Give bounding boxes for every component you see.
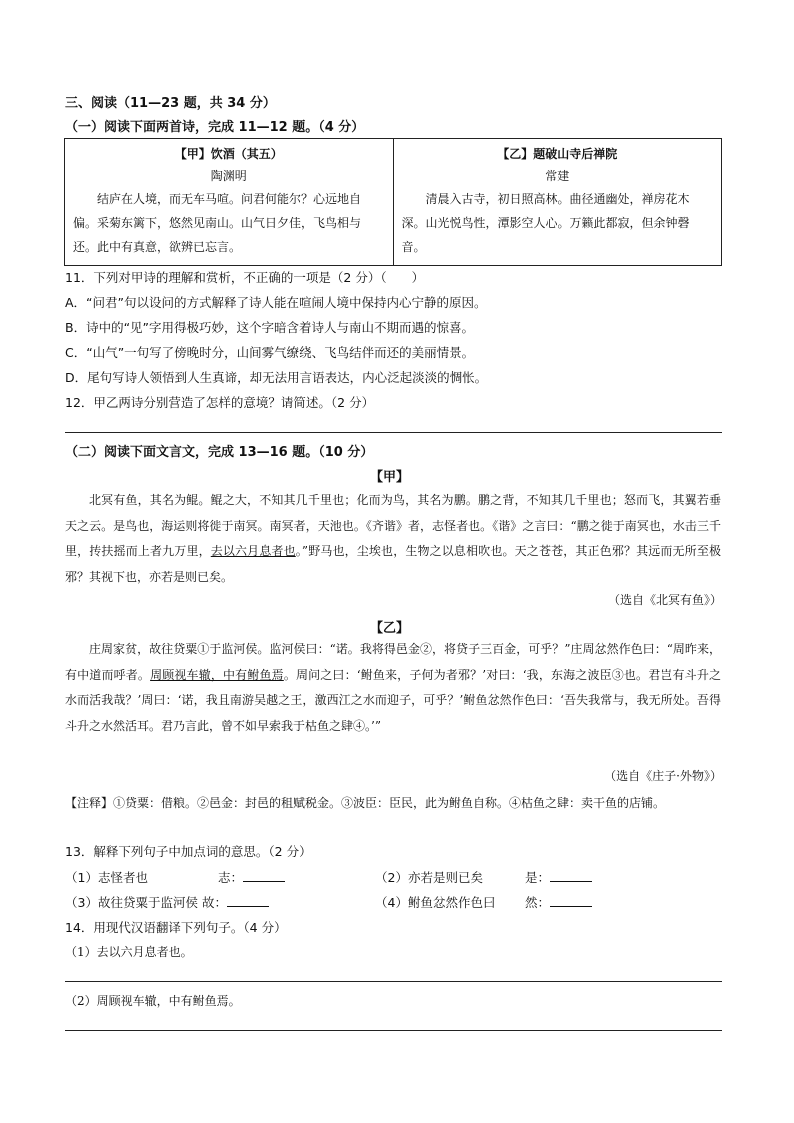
q13-item-4 [375, 893, 495, 911]
text-b-underlined: 周顾视车辙，中有鲋鱼焉 [150, 667, 284, 682]
text-b-source: （选自《庄子·外物》） [604, 769, 722, 783]
text-a-paragraph [65, 488, 721, 590]
q13-item-2-text: （2）亦若是则已矣 [375, 870, 483, 885]
q13-item-2-blank[interactable] [550, 869, 592, 882]
q13-item-1-text: （1）志怪者也 [65, 870, 148, 885]
poem-a-body: 结庐在人境，而无车马喧。问君何能尔？心远地自偏。采菊东篱下，悠然见南山。山气日夕佳，飞鸟相与还。此中有真意，欲辨已忘言。 [73, 192, 362, 254]
q11-option-c: C．“山气”一句写了傍晚时分，山间雾气缭绕、飞鸟结伴而还的美丽情景。 [65, 345, 475, 360]
q13-item-3-text: （3）故往贷粟于监河侯 [65, 895, 198, 910]
q13-item-3-word: 故： [201, 895, 227, 910]
q13-item-2-answer [525, 868, 592, 886]
poem-b-title: 【乙】题破山寺后禅院 [497, 147, 618, 161]
poem-a-cell [65, 139, 394, 266]
text-b-p-end: 。周问之曰：‘鲋鱼来，子何为者邪？’对曰：‘我，东海之波臣③也。君岂有斗升之水而活我哉？’周曰：‘诺，我且南游吴越之王，激西江之水而迎子，可乎？’鲋鱼忿然作色曰：‘吾失我常与，我无所处。吾得斗升之水然活耳。君乃言此，曾不如早索我于枯鱼之肆④。’” [65, 667, 721, 733]
q14-answer-line-1[interactable] [65, 981, 722, 982]
q13-item-1-word: 志： [218, 870, 244, 885]
q13-item-4-word: 然： [525, 895, 551, 910]
q13-item-1-blank[interactable] [243, 869, 285, 882]
poem-a-title: 【甲】饮酒（其五） [174, 147, 283, 161]
text-b-paragraph [65, 637, 721, 739]
poem-a-author: 陶渊明 [210, 169, 247, 183]
text-b-p-start: 庄周家贫，故往贷粟①于监河侯。监河侯曰：“诺。我将得邑金②，将贷子三百金，可乎？”庄周忿然作色曰：“周昨来，有中道而呼者。 [65, 642, 721, 682]
section-title: 三、阅读（11—23 题，共 34 分） [65, 96, 276, 111]
text-a-p1: 北冥有鱼，其名为鲲。鲲之大，不知其几千里也；化而为鸟，其名为鹏。鹏之背，不知其几千里也；怒而飞，其翼若垂天之云。是鸟也，海运则将徙于南冥。南冥者，天池也。《齐谐》者，志怪者也。《谐》之言曰：“鹏之徙于南冥也，水击三千里，抟扶摇而上者九万里， [65, 493, 721, 558]
poem-b-cell [393, 139, 722, 266]
part1-heading: （一）阅读下面两首诗，完成 11—12 题。（4 分） [65, 120, 365, 135]
q11-option-d: D．尾句写诗人领悟到人生真谛，却无法用言语表达，内心泛起淡淡的惆怅。 [65, 370, 488, 385]
part2-heading: （二）阅读下面文言文，完成 13—16 题。（10 分） [65, 445, 374, 460]
text-b-notes: 【注释】①贷粟：借粮。②邑金：封邑的租赋税金。③波臣：臣民，此为鲋鱼自称。④枯鱼之肆：卖干鱼的店铺。 [65, 796, 666, 810]
poems-table [64, 138, 722, 266]
text-a-source: （选自《北冥有鱼》） [607, 593, 722, 607]
q11-stem: 11．下列对甲诗的理解和赏析，不正确的一项是（2 分）（ ） [65, 270, 425, 285]
text-b-label: 【乙】 [370, 621, 410, 636]
q13-item-1-answer [218, 868, 285, 886]
text-a-p1-end: 。”野马也，尘埃也，生物之以息相吹也。天之苍苍，其正色邪？其远而无所至极邪？其视下也，亦若是则已矣。 [65, 544, 721, 584]
q11-option-a: A．“问君”句以设问的方式解释了诗人能在喧闹人境中保持内心宁静的原因。 [65, 295, 487, 310]
text-a-underlined: 去以六月息者也 [210, 544, 296, 558]
q12-stem: 12．甲乙两诗分别营造了怎样的意境？请简述。（2 分） [65, 395, 375, 410]
q13-item-4-text: （4）鲋鱼忿然作色曰 [375, 895, 496, 910]
q14-answer-line-2[interactable] [65, 1030, 722, 1031]
q13-item-2 [375, 868, 483, 886]
q13-item-4-answer [525, 893, 592, 911]
poem-b-author: 常建 [545, 169, 570, 183]
text-a-label: 【甲】 [370, 470, 410, 485]
q12-answer-line[interactable] [65, 432, 722, 433]
q13-item-4-blank[interactable] [550, 894, 592, 907]
poem-b-body: 清晨入古寺，初日照高林。曲径通幽处，禅房花木深。山光悦鸟性，潭影空人心。万籁此都寂，但余钟磬音。 [401, 192, 690, 254]
q14-sentence-2: （2）周顾视车辙，中有鲋鱼焉。 [65, 994, 241, 1008]
q14-sentence-1: （1）去以六月息者也。 [65, 945, 193, 959]
q13-item-3 [65, 893, 269, 911]
q14-stem: 14．用现代汉语翻译下列句子。（4 分） [65, 920, 287, 935]
q13-item-3-blank[interactable] [227, 894, 269, 907]
q11-option-b: B．诗中的“见”字用得极巧妙，这个字暗含着诗人与南山不期而遇的惊喜。 [65, 320, 475, 335]
q13-stem: 13．解释下列句子中加点词的意思。（2 分） [65, 844, 312, 859]
q13-item-1 [65, 868, 148, 886]
q13-item-2-word: 是： [525, 870, 551, 885]
